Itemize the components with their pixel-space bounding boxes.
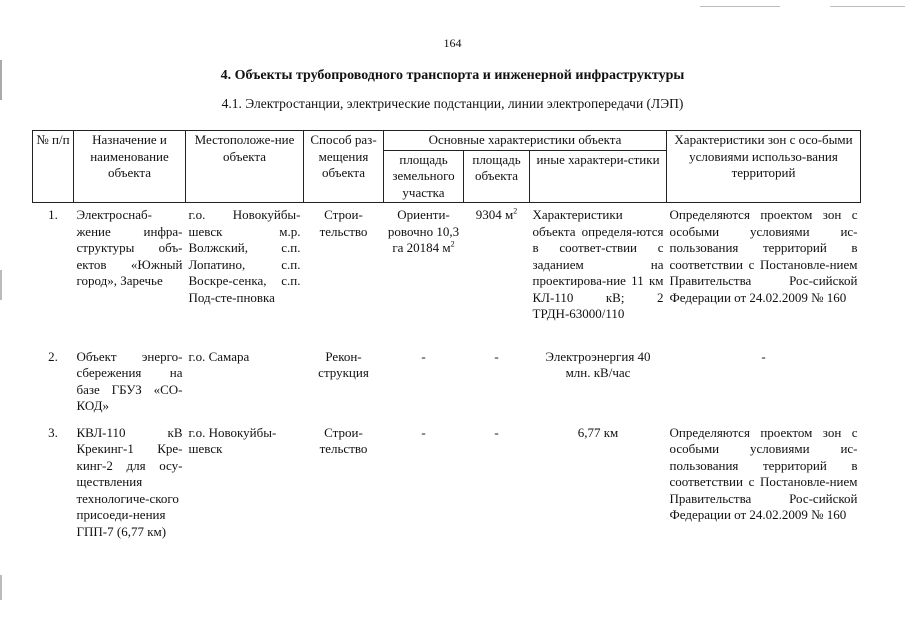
scan-top-line	[700, 6, 780, 7]
cell-purpose: Объект энерго-сбережения на базе ГБУЗ «СО-КОД»	[76, 348, 183, 413]
cell-num: 3.	[48, 424, 58, 440]
header-location: Местоположе-ние объекта	[186, 131, 304, 203]
object-area-sup: 2	[513, 206, 518, 216]
cell-other: Характеристики объекта определя-ются в соответ-ствии с заданием на проектирова-ние 11 км КЛ-110 кВ; 2 ТРДН-63000/110	[532, 207, 664, 321]
scan-top-line	[830, 6, 905, 7]
header-other-characteristics: иные характери-стики	[530, 150, 667, 203]
table-row	[33, 421, 861, 541]
header-purpose: Назначение и наименование объекта	[74, 131, 186, 203]
cell-object-area: -	[494, 348, 499, 364]
cell-object-area	[464, 203, 530, 345]
cell-zones: Определяются проектом зон с особыми условиями ис-пользования территорий в соответствии с Постановле-нием Правительства Рос-сийской Федерации от 24.02.2009 № 160	[669, 207, 858, 305]
land-area-value: Ориенти-ровочно 10,3 га 20184 м	[387, 207, 460, 255]
object-area-value: 9304 м	[475, 207, 514, 222]
scan-edge-mark	[0, 575, 2, 600]
cell-location: г.о. Самара	[188, 348, 250, 364]
table-row	[33, 203, 861, 345]
cell-zones: Определяются проектом зон с особыми условиями ис-пользования территорий в соответствии с Постановле-нием Правительства Рос-сийской Федерации от 24.02.2009 № 160	[669, 424, 858, 522]
cell-method: Рекон-струкция	[318, 348, 369, 380]
header-method: Способ раз-мещения объекта	[304, 131, 384, 203]
header-land-area: площадь земельного участка	[384, 150, 464, 203]
cell-land-area	[384, 203, 464, 345]
cell-num: 1.	[48, 207, 58, 222]
cell-other: Электроэнергия 40 млн. кВ/час	[545, 348, 651, 380]
section-title: 4. Объекты трубопроводного транспорта и инженерной инфраструктуры	[220, 68, 685, 83]
cell-purpose: КВЛ-110 кВ Крекинг-1 Кре-кинг-2 для осу-ществления технологиче-ского присоеди-нения ГПП-7 (6,77 км)	[76, 424, 183, 539]
land-area-sup: 2	[450, 239, 455, 249]
subsection-title: 4.1. Электростанции, электрические подстанции, линии электропередачи (ЛЭП)	[221, 96, 684, 111]
cell-method: Строи-тельство	[319, 424, 368, 456]
scan-edge-mark	[0, 270, 2, 300]
header-object-area: площадь объекта	[464, 150, 530, 203]
cell-land-area: -	[421, 424, 426, 440]
header-num: № п/п	[33, 131, 74, 203]
objects-table	[32, 130, 861, 540]
cell-land-area: -	[421, 348, 426, 364]
cell-purpose: Электроснаб-жение инфра-структуры объ-ектов «Южный город», Заречье	[76, 207, 183, 288]
cell-method: Строи-тельство	[319, 207, 368, 239]
header-zones: Характеристики зон с осо-быми условиями использо-вания территорий	[667, 131, 861, 203]
cell-location: г.о. Новокуйбы-шевск	[188, 424, 277, 456]
cell-object-area: -	[494, 424, 499, 440]
cell-location: г.о. Новокуйбы-шевск м.р. Волжский, с.п. Лопатино, с.п. Воскре-сенка, с.п. Под-сте-пновка	[188, 207, 301, 305]
cell-other: 6,77 км	[577, 424, 619, 440]
cell-zones: -	[761, 348, 766, 364]
table-row	[33, 345, 861, 421]
cell-num: 2.	[48, 348, 58, 364]
page-number: 164	[443, 36, 462, 50]
header-main-characteristics: Основные характеристики объекта	[384, 131, 667, 151]
